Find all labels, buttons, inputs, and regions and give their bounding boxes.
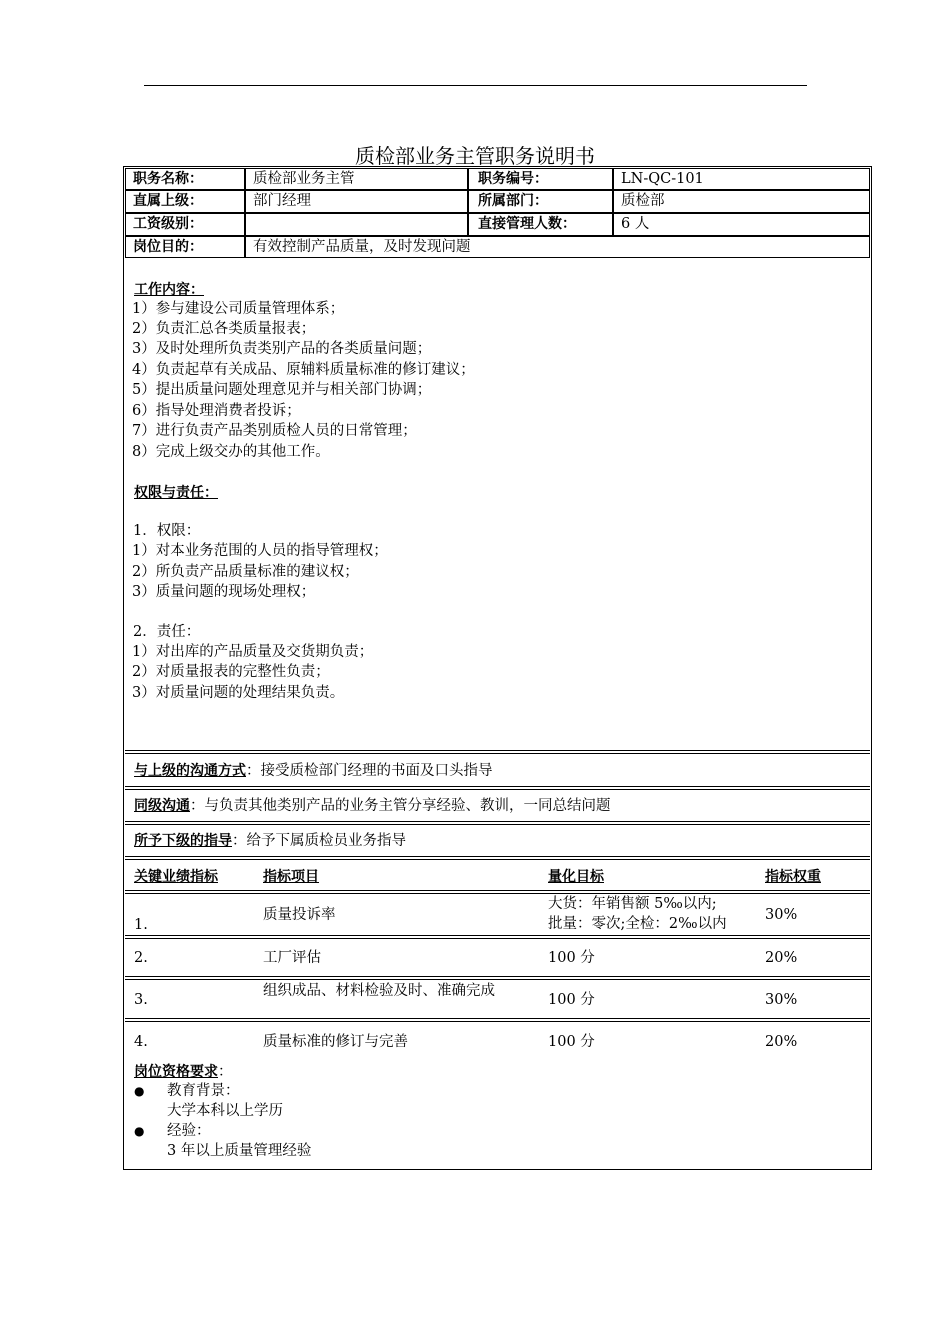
kpi-row-no: 2. xyxy=(134,950,148,966)
section-divider xyxy=(125,750,870,754)
qualification-heading-colon: ： xyxy=(218,1064,233,1080)
work-item: 2）负责汇总各类质量报表； xyxy=(132,321,316,337)
cell-manage-count-value xyxy=(613,213,870,236)
authority-heading: 权限与责任： xyxy=(134,485,218,501)
bullet-icon: ● xyxy=(134,1084,145,1098)
purpose-label: 岗位目的： xyxy=(133,239,203,255)
work-item: 4）负责起草有关成品、原辅料质量标准的修订建议； xyxy=(132,362,475,378)
kpi-header: 指标权重 xyxy=(765,869,821,885)
header-rule xyxy=(144,85,807,86)
kpi-row-target: 100 分 xyxy=(548,992,595,1008)
superior-value: 部门经理 xyxy=(253,193,311,209)
subordinate-guidance xyxy=(134,831,406,852)
kpi-row-no: 4. xyxy=(134,1034,148,1050)
kpi-row-target: 大货：年销售额 5‰以内; xyxy=(548,896,717,912)
document-title: 质检部业务主管职务说明书 xyxy=(355,144,595,168)
experience-value: 3 年以上质量管理经验 xyxy=(167,1143,312,1159)
kpi-row-weight: 30% xyxy=(765,907,798,923)
subordinate-guidance-label: 所予下级的指导 xyxy=(134,833,232,849)
subordinate-guidance-text: ：给予下属质检员业务指导 xyxy=(232,833,406,849)
rights-title: 1．权限： xyxy=(133,523,201,539)
superior-communication-label: 与上级的沟通方式 xyxy=(134,763,246,779)
work-item: 3）及时处理所负责类别产品的各类质量问题； xyxy=(132,341,432,357)
duties-item: 2）对质量报表的完整性负责； xyxy=(132,664,330,680)
kpi-header: 量化目标 xyxy=(548,869,604,885)
duties-item: 1）对出库的产品质量及交货期负责； xyxy=(132,644,374,660)
duties-title: 2．责任： xyxy=(133,624,201,640)
dept-value: 质检部 xyxy=(621,193,665,209)
kpi-header: 指标项目 xyxy=(263,869,319,885)
kpi-row-divider xyxy=(125,976,870,980)
work-item: 6）指导处理消费者投诉； xyxy=(132,403,301,419)
section-divider xyxy=(125,786,870,790)
kpi-row-weight: 20% xyxy=(765,950,798,966)
work-item: 1）参与建设公司质量管理体系； xyxy=(132,301,345,317)
work-heading: 工作内容： xyxy=(134,282,204,298)
qualification-heading-label: 岗位资格要求 xyxy=(134,1064,218,1080)
kpi-row-target: 100 分 xyxy=(548,950,595,966)
duties-item: 3）对质量问题的处理结果负责。 xyxy=(132,685,345,701)
kpi-row-item: 工厂评估 xyxy=(263,950,321,966)
peer-communication xyxy=(134,796,611,817)
kpi-header: 关键业绩指标 xyxy=(134,869,218,885)
kpi-row-item: 质量投诉率 xyxy=(263,907,336,923)
salary-label: 工资级别： xyxy=(133,216,203,232)
kpi-row-target: 批量：零次;全检：2‰以内 xyxy=(548,916,727,932)
education-label: 教育背景： xyxy=(167,1083,240,1099)
section-divider xyxy=(125,821,870,825)
peer-communication-label: 同级沟通 xyxy=(134,798,190,814)
education-value: 大学本科以上学历 xyxy=(167,1103,283,1119)
bullet-icon: ● xyxy=(134,1124,145,1138)
kpi-row-no: 1. xyxy=(134,917,148,933)
cell-salary-value xyxy=(245,213,468,236)
rights-item: 1）对本业务范围的人员的指导管理权； xyxy=(132,543,388,559)
work-item: 8）完成上级交办的其他工作。 xyxy=(132,444,330,460)
kpi-row-divider xyxy=(125,935,870,939)
rights-item: 2）所负责产品质量标准的建议权； xyxy=(132,564,359,580)
kpi-row-item: 质量标准的修订与完善 xyxy=(263,1034,408,1050)
dept-label: 所属部门： xyxy=(478,193,548,209)
manage-count-value: 6 人 xyxy=(621,216,650,232)
superior-label: 直属上级： xyxy=(133,193,203,209)
kpi-table-top xyxy=(125,856,870,860)
superior-communication xyxy=(134,761,493,782)
kpi-row-divider xyxy=(125,890,870,894)
work-item: 5）提出质量问题处理意见并与相关部门协调； xyxy=(132,382,432,398)
job-code-value: LN-QC-101 xyxy=(621,171,704,187)
kpi-row-item: 组织成品、材料检验及时、准确完成 xyxy=(263,983,495,999)
qualification-heading xyxy=(134,1062,233,1083)
job-name-label: 职务名称： xyxy=(133,171,203,187)
rights-item: 3）质量问题的现场处理权； xyxy=(132,584,316,600)
superior-communication-text: ：接受质检部门经理的书面及口头指导 xyxy=(246,763,493,779)
work-item: 7）进行负责产品类别质检人员的日常管理； xyxy=(132,423,417,439)
job-name-value: 质检部业务主管 xyxy=(253,171,355,187)
kpi-row-weight: 30% xyxy=(765,992,798,1008)
kpi-row-target: 100 分 xyxy=(548,1034,595,1050)
kpi-row-no: 3. xyxy=(134,992,148,1008)
manage-count-label: 直接管理人数： xyxy=(478,216,576,232)
kpi-row-divider xyxy=(125,1018,870,1022)
kpi-row-weight: 20% xyxy=(765,1034,798,1050)
purpose-value: 有效控制产品质量，及时发现问题 xyxy=(253,239,471,255)
experience-label: 经验： xyxy=(167,1123,211,1139)
peer-communication-text: ：与负责其他类别产品的业务主管分享经验、教训，一同总结问题 xyxy=(190,798,611,814)
job-code-label: 职务编号： xyxy=(478,171,548,187)
